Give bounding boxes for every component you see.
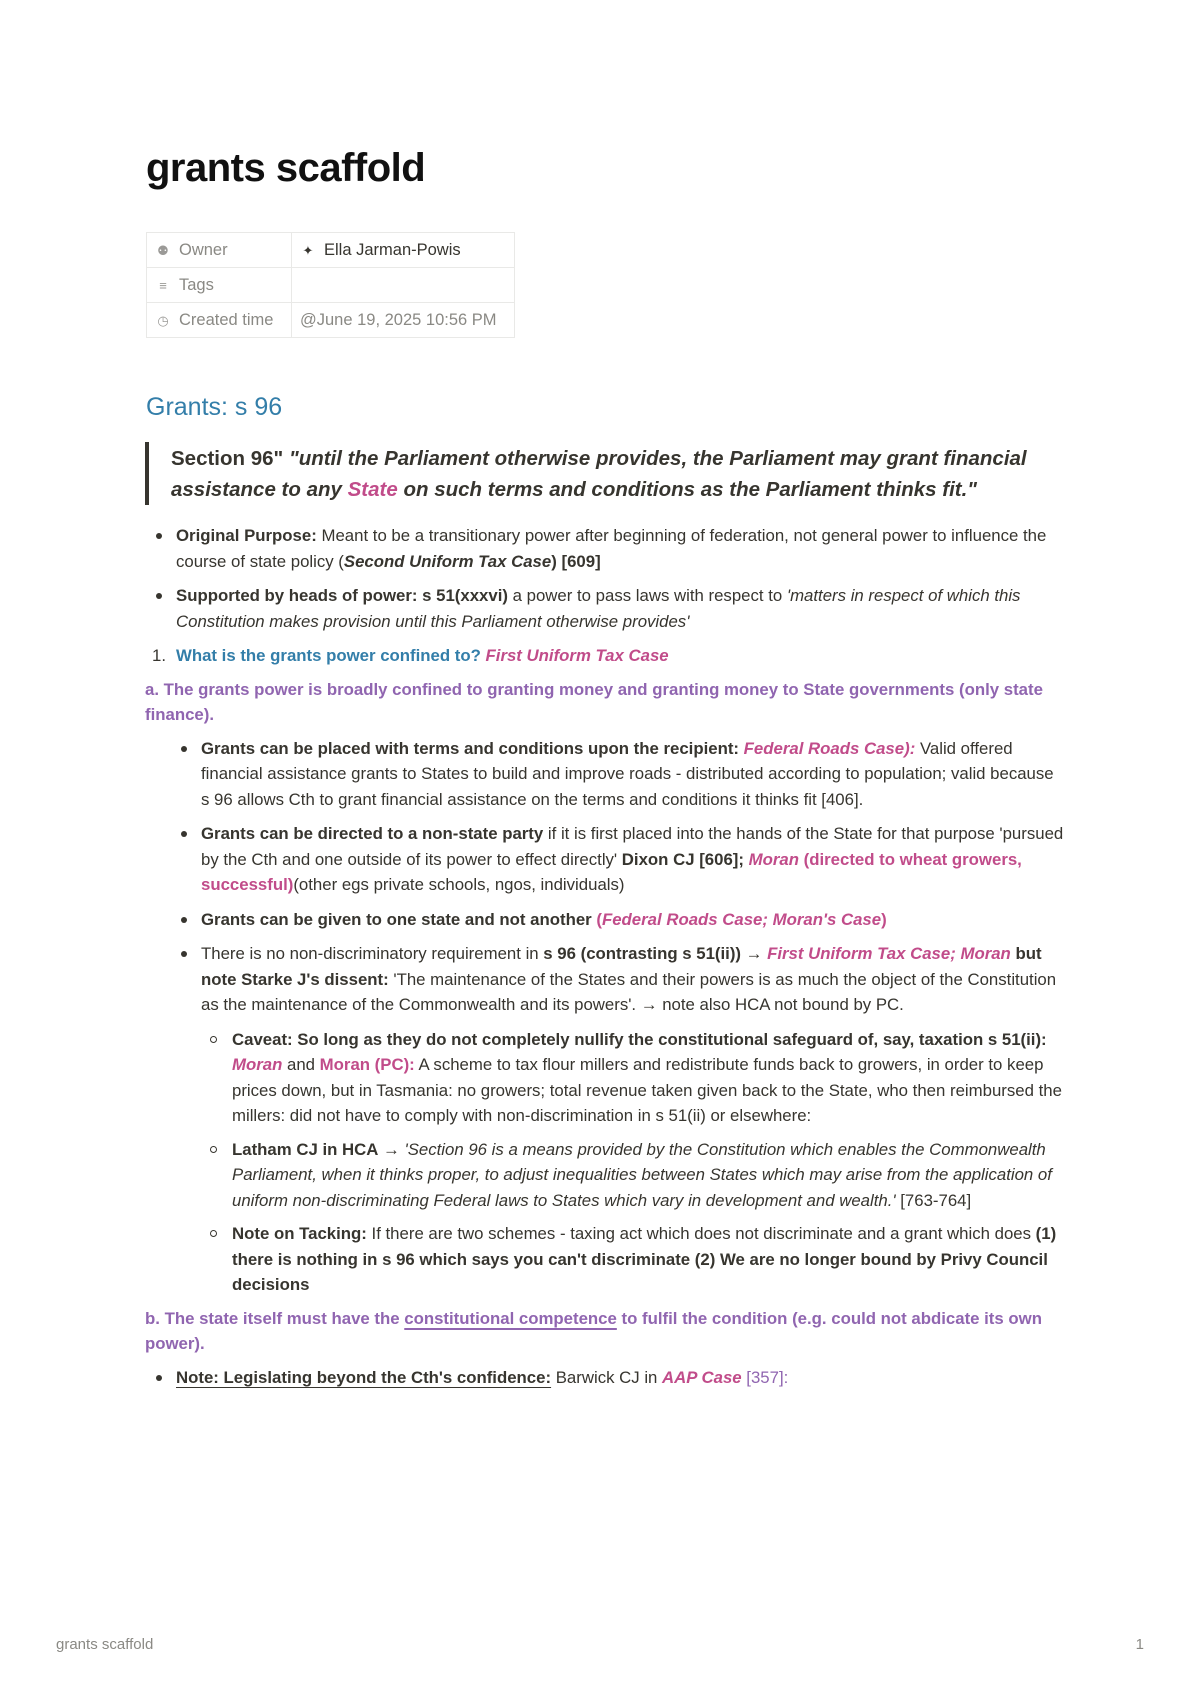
- avatar-icon: ✦: [302, 242, 314, 258]
- property-row-tags: [147, 268, 515, 303]
- list-icon: ≡: [159, 277, 167, 293]
- list-item: Latham CJ in HCA → 'Section 96 is a means provided by the Constitution which enables the Commonwealth Parliament, when it thinks proper, to adjust inequalities between States which may arise from the application of uniform non-discriminating Federal laws to States which vary in development and wealth.' [763-764]: [146, 1137, 1066, 1214]
- page-content: [146, 392, 1066, 1399]
- list-item: Caveat: So long as they do not completely nullify the constitutional safeguard of, say, taxation s 51(ii): Moran and Moran (PC): A scheme to tax flour millers and redistribute funds back to growers, in order to keep prices down, but in Tasmania: no growers; total revenue taken given back to the State, who then reimbursed the millers: did not have to comply with non-discrimination in s 51(ii) or elsewhere:: [146, 1027, 1066, 1129]
- numbered-list: [146, 643, 1066, 669]
- list-item: Supported by heads of power: s 51(xxxvi) a power to pass laws with respect to 'matters in respect of which this Constitution makes provision until this Parliament otherwise provides': [146, 583, 1066, 634]
- page-number: 1: [1135, 1636, 1144, 1653]
- paragraph-a: a. The grants power is broadly confined to granting money and granting money to State governments (only state finance).: [145, 679, 1043, 724]
- property-key: Tags: [179, 275, 214, 294]
- footer-title: grants scaffold: [56, 1636, 154, 1653]
- list-item: There is no non-discriminatory requirement in s 96 (contrasting s 51(ii)) → First Uniform Tax Case; Moran but note Starke J's dissent: 'The maintenance of the States and their powers is as much the object of the Constitution as the maintenance of the Commonwealth and its powers'. → note also HCA not bound by PC.: [146, 941, 1066, 1018]
- section-heading: Grants: s 96: [146, 393, 283, 421]
- bullet-list: [146, 736, 1066, 1018]
- list-item: Grants can be given to one state and not another (Federal Roads Case; Moran's Case): [146, 907, 1066, 933]
- list-item: 1. What is the grants power confined to? First Uniform Tax Case: [152, 646, 669, 665]
- sub-bullet-list: [146, 1027, 1066, 1298]
- bullet-list: [146, 1365, 1066, 1391]
- list-item: Grants can be placed with terms and conditions upon the recipient: Federal Roads Case): Valid offered financial assistance grants to States to build and improve roads - distributed according to population; valid because s 96 allows Cth to grant financial assistance on the terms and conditions it thinks fit [406].: [146, 736, 1066, 813]
- property-key: Owner: [179, 240, 228, 259]
- bullet-list: [146, 523, 1066, 634]
- list-item: Note on Tacking: If there are two schemes - taxing act which does not discriminate and a grant which does (1) there is nothing in s 96 which says you can't discriminate (2) We are no longer bound by Privy Council decisions: [146, 1221, 1066, 1298]
- properties-table: [146, 232, 515, 338]
- property-value: @June 19, 2025 10:56 PM: [300, 310, 497, 329]
- property-row-created: [147, 303, 515, 338]
- clock-icon: ◷: [157, 312, 169, 328]
- list-item: Note: Legislating beyond the Cth's confidence: Barwick CJ in AAP Case [357]:: [146, 1365, 1066, 1391]
- paragraph-b: b. The state itself must have the constitutional competence to fulfil the condition (e.g. could not abdicate its own power).: [145, 1308, 1042, 1353]
- list-item: Grants can be directed to a non-state party if it is first placed into the hands of the State for that purpose 'pursued by the Cth and one outside of its power to effect directly' Dixon CJ [606]; Moran (directed to wheat growers, successful)(other egs private schools, ngos, individuals): [146, 821, 1066, 898]
- list-item: Original Purpose: Meant to be a transitionary power after beginning of federation, not general power to influence the course of state policy (Second Uniform Tax Case) [609]: [146, 523, 1066, 574]
- property-row-owner: [147, 233, 515, 268]
- blockquote: Section 96" "until the Parliament otherwise provides, the Parliament may grant financial assistance to any State on such terms and conditions as the Parliament thinks fit.": [145, 442, 1066, 505]
- property-key: Created time: [179, 310, 274, 329]
- property-value: Ella Jarman-Powis: [324, 240, 461, 259]
- page-title: grants scaffold: [146, 146, 426, 190]
- people-icon: ⚉: [157, 242, 169, 258]
